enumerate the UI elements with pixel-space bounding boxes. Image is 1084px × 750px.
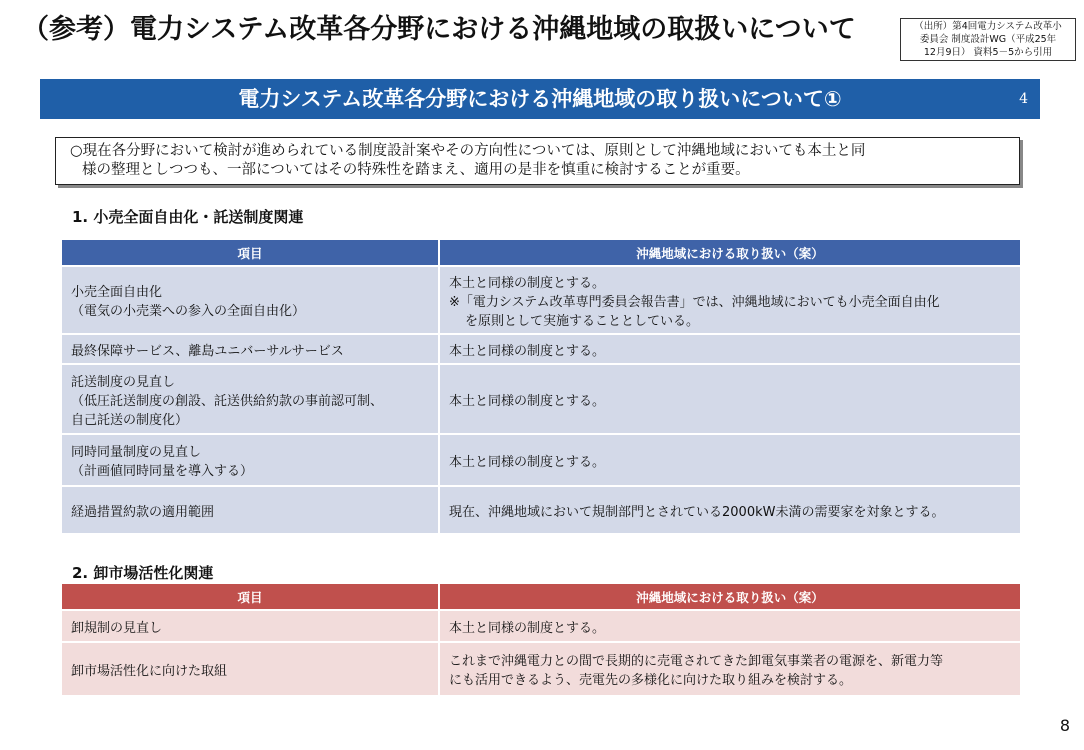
section2-heading: 2. 卸市場活性化関連 [72, 564, 214, 582]
table-row [62, 486, 1020, 534]
column-header-handling: 沖縄地域における取り扱い（案） [439, 240, 1020, 266]
source-line: （出所）第4回電力システム改革小 [914, 21, 1062, 32]
summary-box [55, 137, 1020, 185]
item-line: 託送制度の見直し [71, 374, 176, 390]
item-line: 小売全面自由化 [71, 285, 163, 300]
retail-table [62, 240, 1020, 535]
item-cell: 最終保障サービス、離島ユニバーサルサービス [62, 334, 439, 364]
page-title: （参考）電力システム改革各分野における沖縄地域の取扱いについて [22, 14, 856, 45]
handling-cell: 本土と同様の制度とする。 [439, 610, 1020, 642]
item-line: （計画値同時同量を導入する） [71, 464, 254, 479]
item-cell: 卸市場活性化に向けた取組 [62, 642, 439, 696]
column-header-item: 項目 [62, 240, 439, 266]
handling-cell [439, 642, 1020, 696]
source-line: 委員会 制度設計WG（平成25年 [919, 34, 1057, 45]
banner-title: 電力システム改革各分野における沖縄地域の取り扱いについて① [238, 87, 842, 111]
item-line: 同時同量制度の見直し [71, 445, 202, 460]
handling-cell: 本土と同様の制度とする。 [439, 364, 1020, 434]
item-line: 自己託送の制度化） [71, 412, 189, 428]
summary-line: ○現在各分野において検討が進められている制度設計案やその方向性については、原則として沖縄地域においても本土と同 [70, 143, 866, 159]
table-row [62, 266, 1020, 334]
table-row [62, 334, 1020, 364]
wholesale-table [62, 584, 1020, 697]
handling-cell: 本土と同様の制度とする。 [439, 434, 1020, 486]
table-row [62, 610, 1020, 642]
handling-line: を原則として実施することとしている。 [465, 313, 700, 329]
handling-cell [439, 266, 1020, 334]
handling-line: これまで沖縄電力との間で長期的に売電されてきた卸電気事業者の電源を、新電力等 [449, 654, 944, 669]
item-cell [62, 364, 439, 434]
source-note [900, 18, 1076, 61]
column-header-item: 項目 [62, 584, 439, 610]
section1-heading: 1. 小売全面自由化・託送制度関連 [72, 208, 304, 226]
item-line: （電気の小売業への参入の全面自由化） [71, 304, 306, 319]
handling-line: ※「電力システム改革専門委員会報告書」では、沖縄地域においても小売全面自由化 [449, 294, 940, 310]
item-line: （低圧託送制度の創設、託送供給約款の事前認可制、 [71, 393, 384, 409]
handling-line: にも活用できるよう、売電先の多様化に向けた取り組みを検討する。 [449, 673, 853, 688]
item-cell: 卸規制の見直し [62, 610, 439, 642]
source-line: 12月9日） 資料5－5から引用 [923, 47, 1053, 58]
table-row [62, 364, 1020, 434]
item-cell: 経過措置約款の適用範囲 [62, 486, 439, 534]
handling-line: 本土と同様の制度とする。 [449, 275, 606, 291]
item-cell [62, 266, 439, 334]
table-row [62, 434, 1020, 486]
banner-number: 4 [1019, 91, 1028, 107]
handling-cell: 現在、沖縄地域において規制部門とされている2000kW未満の需要家を対象とする。 [439, 486, 1020, 534]
column-header-handling: 沖縄地域における取り扱い（案） [439, 584, 1020, 610]
page-number: 8 [1059, 716, 1070, 735]
item-cell [62, 434, 439, 486]
table-row [62, 642, 1020, 696]
slide-banner [40, 79, 1040, 119]
handling-cell: 本土と同様の制度とする。 [439, 334, 1020, 364]
summary-line: 様の整理としつつも、一部についてはその特殊性を踏まえ、適用の是非を慎重に検討することが重要。 [82, 162, 750, 178]
